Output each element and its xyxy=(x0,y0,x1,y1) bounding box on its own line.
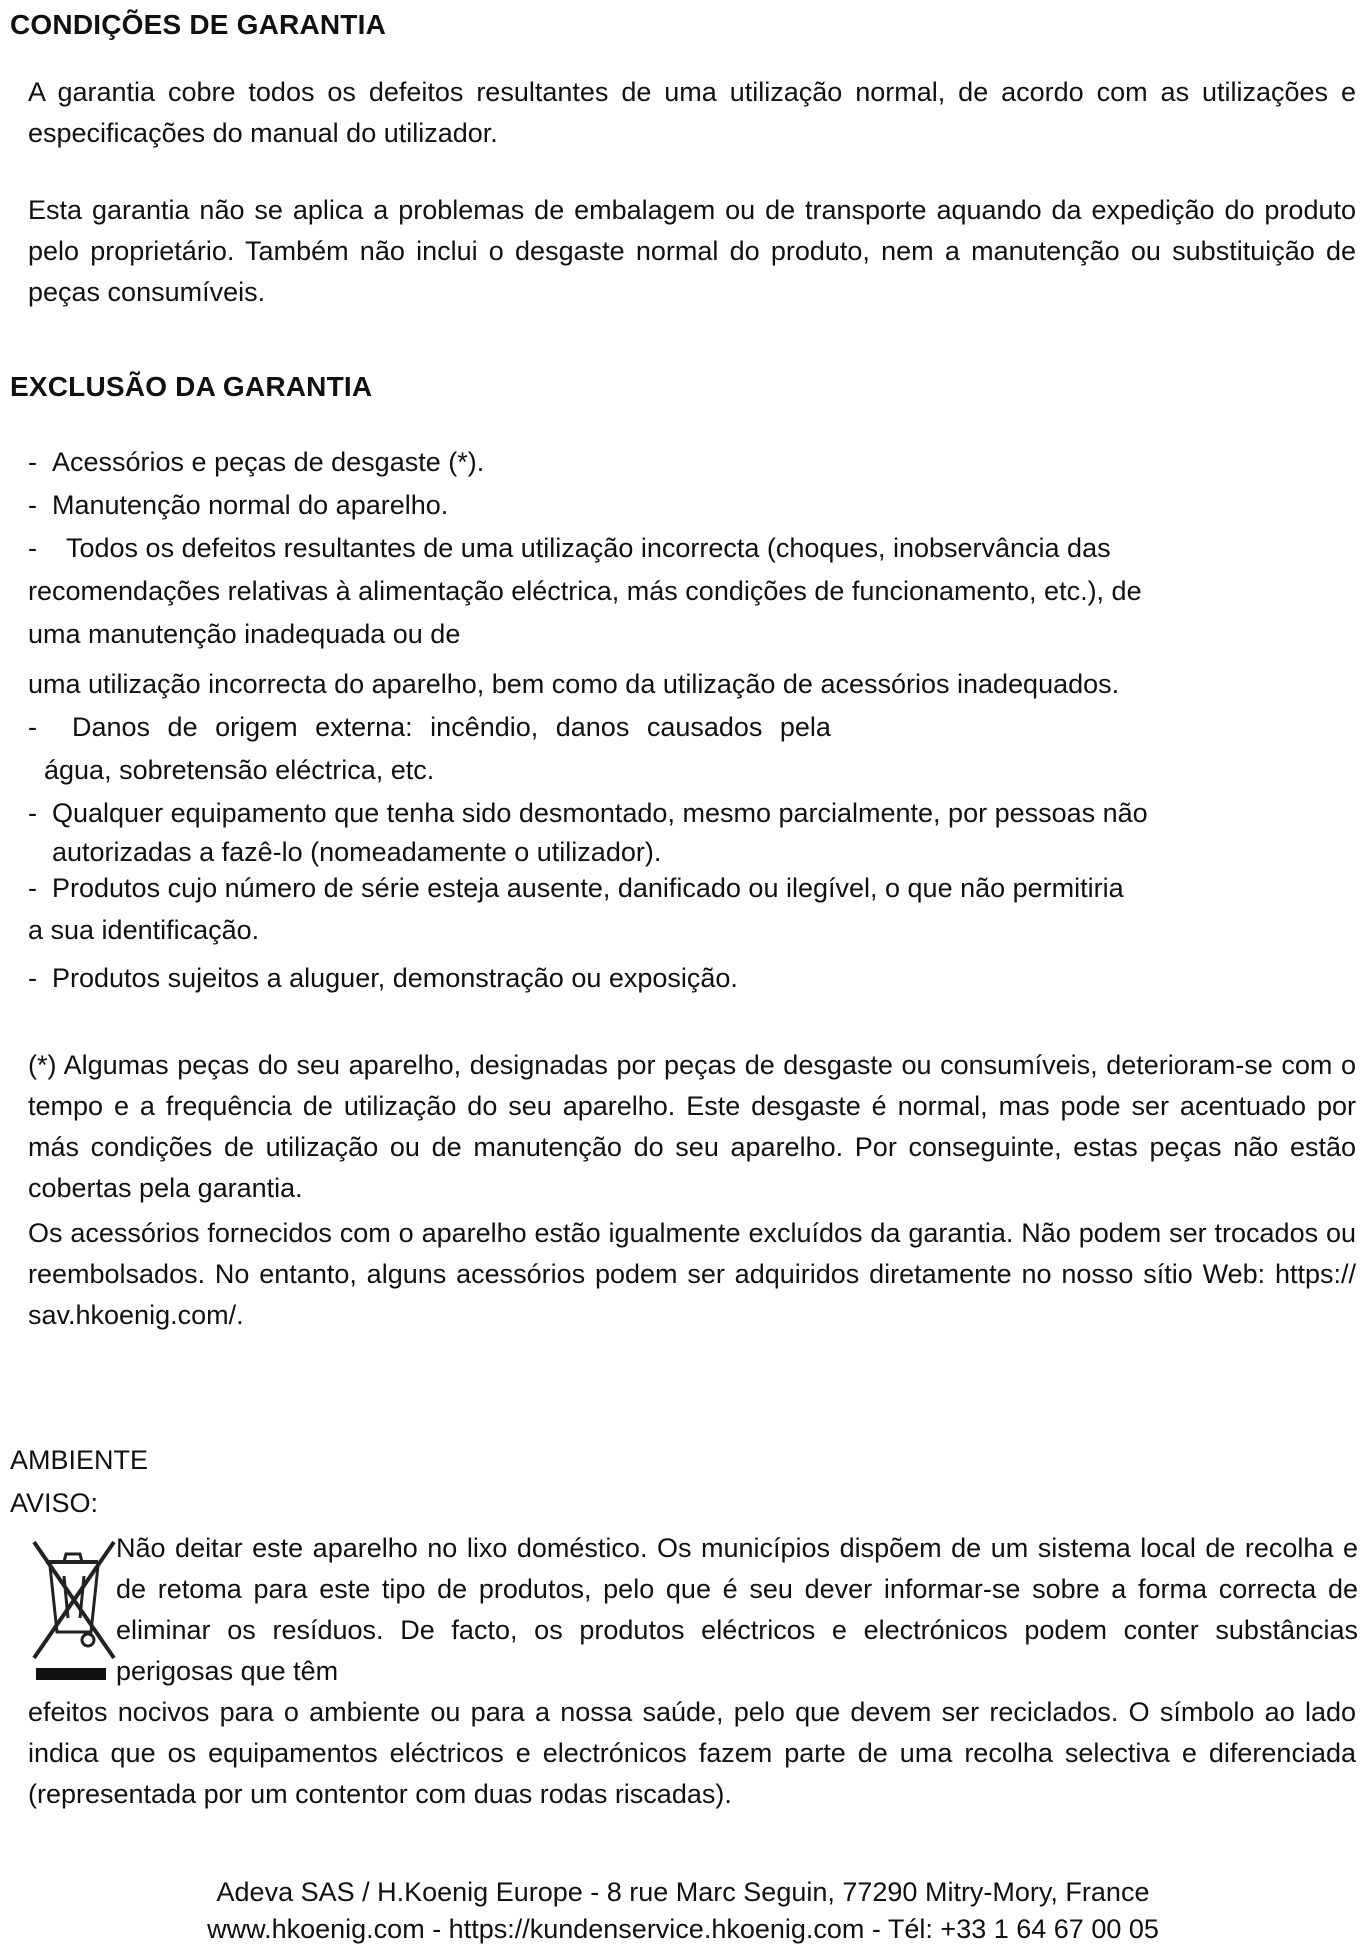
exclusion-item-continuation: uma utilização incorrecta do aparelho, bem como da utilização de acessórios inadequados. xyxy=(28,669,1120,699)
exclusion-item: - Qualquer equipamento que tenha sido desmontado, mesmo parcialmente, por pessoas não xyxy=(28,793,1148,834)
list-dash: - xyxy=(28,798,37,828)
exclusion-item-continuation: água, sobretensão eléctrica, etc. xyxy=(44,755,435,785)
warranty-title: CONDIÇÕES DE GARANTIA xyxy=(10,9,386,40)
exclusion-item: - Manutenção normal do aparelho. xyxy=(28,485,448,526)
exclusion-item-continuation: uma manutenção inadequada ou de xyxy=(28,619,461,649)
warranty-paragraph-1: A garantia cobre todos os defeitos resultantes de uma utilização normal, de acordo com as utilizações e especificações do manual do utilizador. xyxy=(28,77,1356,148)
exclusion-item: - Produtos sujeitos a aluguer, demonstração ou exposição. xyxy=(28,958,738,999)
warning-label: AVISO: xyxy=(10,1488,99,1518)
exclusion-item-continuation: a sua identificação. xyxy=(28,915,260,945)
environment-title: AMBIENTE xyxy=(10,1445,149,1475)
exclusion-item-continuation: autorizadas a fazê-lo (nomeadamente o utilizador). xyxy=(52,837,662,867)
environment-text-below: efeitos nocivos para o ambiente ou para a nossa saúde, pelo que devem ser reciclados. O símbolo ao lado indica que os equipamentos eléctricos e electrónicos fazem parte de uma recolha selectiva e diferenciada (representada por um contentor com duas rodas riscadas). xyxy=(28,1697,1356,1809)
list-dash: - xyxy=(28,533,37,563)
warranty-paragraph-2: Esta garantia não se aplica a problemas de embalagem ou de transporte aquando da expedição do produto pelo proprietário. Também não inclui o desgaste normal do produto, nem a manutenção ou substituição de peças consumíveis. xyxy=(28,195,1356,307)
wear-parts-note: (*) Algumas peças do seu aparelho, designadas por peças de desgaste ou consumíveis, deterioram-se com o tempo e a frequência de utilização do seu aparelho. Este desgaste é normal, mas pode ser acentuado por más condições de utilização ou de manutenção do seu aparelho. Por conseguinte, estas peças não estão cobertas pela garantia. xyxy=(28,1050,1356,1203)
list-dash: - xyxy=(28,963,37,993)
list-dash: - xyxy=(28,490,37,520)
footer-contact: www.hkoenig.com - https://kundenservice.hkoenig.com - Tél: +33 1 64 67 00 05 xyxy=(207,1914,1159,1944)
exclusion-item: - Danos de origem externa: incêndio, danos causados pela xyxy=(28,707,831,748)
list-dash: - xyxy=(28,873,37,903)
environment-text-beside-icon: Não deitar este aparelho no lixo doméstico. Os municípios dispõem de um sistema local de recolha e de retoma para este tipo de produtos, pelo que é seu dever informar-se sobre a forma correcta de eliminar os resíduos. De facto, os produtos eléctricos e electrónicos podem conter substâncias perigosas que têm xyxy=(116,1533,1358,1686)
exclusion-item: - Produtos cujo número de série esteja ausente, danificado ou ilegível, o que não permitiria xyxy=(28,868,1124,909)
accessories-note: Os acessórios fornecidos com o aparelho estão igualmente excluídos da garantia. Não podem ser trocados ou reembolsados. No entanto, alguns acessórios podem ser adquiridos diretamente no nosso sítio Web: https:// sav.hkoenig.com/. xyxy=(28,1218,1356,1330)
exclusion-item: - Todos os defeitos resultantes de uma utilização incorrecta (choques, inobservância das xyxy=(28,528,1111,569)
exclusion-item-continuation: recomendações relativas à alimentação eléctrica, más condições de funcionamento, etc.), de xyxy=(28,576,1142,606)
list-dash: - xyxy=(28,447,37,477)
crossed-out-wheelie-bin-icon xyxy=(28,1532,120,1684)
list-dash: - xyxy=(28,712,37,742)
footer-address: Adeva SAS / H.Koenig Europe - 8 rue Marc Seguin, 77290 Mitry-Mory, France xyxy=(216,1877,1150,1907)
exclusion-item: - Acessórios e peças de desgaste (*). xyxy=(28,442,484,483)
exclusion-title: EXCLUSÃO DA GARANTIA xyxy=(10,371,373,402)
